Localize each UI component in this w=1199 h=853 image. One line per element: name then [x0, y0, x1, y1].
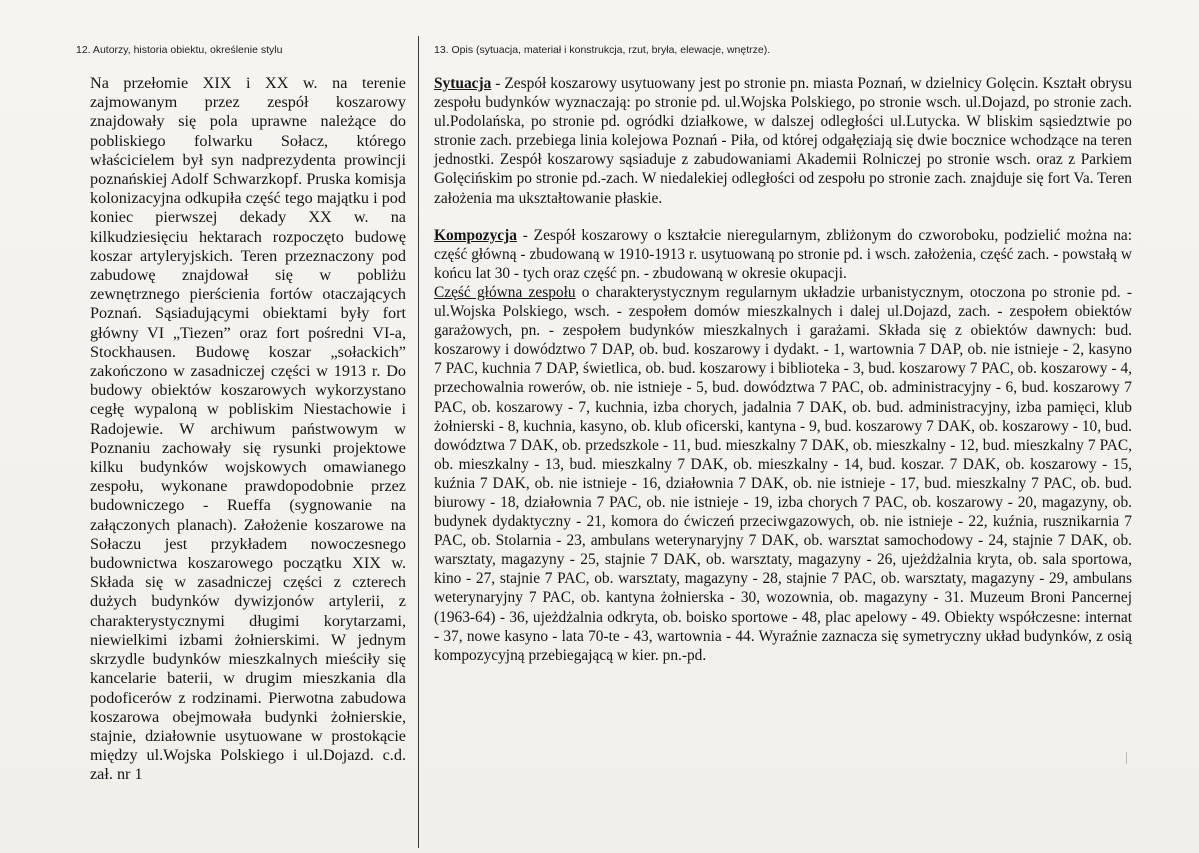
kompozycja-heading: Kompozycja — [434, 226, 517, 244]
description-column — [434, 74, 1132, 665]
czesc-glowna-paragraph — [434, 283, 1132, 665]
sytuacja-text: - Zespół koszarowy usytuowany jest po stronie pn. miasta Poznań, w dzielnicy Golęcin. Kształt obrysu zespołu budynków wyznaczają: po stronie pd. ul.Wojska Polskiego, po stronie wsch. ul.Dojazd, po stronie zach. ul.Podolańska, po stronie pd. ogródki działkowe, w dalszej odległości ul.Lutycka. W bliskim sąsiedztwie po stronie zach. przebiega linia kolejowa Poznań - Piła, od której odgałęziają się dwie bocznice wchodzące na teren jednostki. Zespół koszarowy sąsiaduje z zabudowaniami Akademii Rolniczej po stronie wsch. oraz z Parkiem Golęcińskim po stronie pd.-zach. W niedalekiej odległości od zespołu po stronie zach. znajduje się fort Va. Teren założenia ma ukształtowanie płaskie. — [434, 75, 1132, 207]
history-column — [90, 74, 406, 785]
sytuacja-heading: Sytuacja — [434, 75, 492, 92]
kompozycja-paragraph — [434, 226, 1132, 283]
right-column-header: 13. Opis (sytuacja, materiał i konstrukcja, rzut, bryła, elewacje, wnętrze). — [434, 44, 771, 56]
czesc-glowna-label: Część główna zespołu — [434, 283, 576, 301]
paragraph-gap — [434, 208, 1132, 226]
czesc-glowna-text: o charakterystycznym regularnym układzie urbanistycznym, otoczona po stronie pd. - ul.Wojska Polskiego, wsch. - zespołem domów mieszkalnych i dalej ul.Dojazd, zach. - zespołem obiektów garażowych, pn. - zespołem budynków mieszkalnych i garażami. Składa się z obiektów dawnych: bud. koszarowy i dowództwo 7 DAP, ob. bud. koszarowy i dydakt. - 1, wartownia 7 DAP, ob. nie istnieje - 2, kasyno 7 PAC, kuchnia 7 DAP, świetlica, ob. bud. koszarowy i biblioteka - 3, bud. koszarowy 7 PAC, ob. koszarowy - 4, przechowalnia rowerów, ob. nie istnieje - 5, bud. dowództwa 7 PAC, ob. administracyjny - 6, bud. koszarowy 7 PAC, ob. koszarowy - 7, kuchnia, izba chorych, jadalnia 7 DAK, ob. bud. administracyjny, izba pamięci, klub żołnierski - 8, kuchnia, kasyno, ob. klub oficerski, kantyna - 9, bud. koszarowy 7 DAK, ob. koszarowy - 10, bud. dowództwa 7 DAK, ob. przedszkole - 11, bud. mieszkalny 7 DAK, ob. mieszkalny - 12, bud. mieszkalny 7 PAC, ob. mieszkalny - 13, bud. mieszkalny 7 DAK, ob. mieszkalny - 14, bud. koszar. 7 DAK, ob. koszarowy - 15, kuźnia 7 DAK, ob. nie istnieje - 16, działownia 7 DAK, ob. nie istnieje - 17, bud. mieszkalny 7 PAC, ob. bud. biurowy - 18, działownia 7 PAC, ob. nie istnieje - 19, izba chorych 7 PAC, ob. koszarowy - 20, magazyny, ob. budynek dydaktyczny - 21, komora do ćwiczeń przeciwgazowych, ob. nie istnieje - 22, kuźnia, rusznikarnia 7 PAC, ob. Stolarnia - 23, ambulans weterynaryjny 7 DAK, ob. warsztat samochodowy - 24, stajnie 7 DAK, ob. warsztaty, magazyny - 25, stajnie 7 DAK, ob. warsztaty, magazyny - 26, ujeżdżalnia kryta, ob. sala sportowa, kino - 27, stajnie 7 PAC, ob. warsztaty, magazyny - 28, stajnie 7 PAC, ob. warsztaty, magazyny - 29, ambulans weterynaryjny 7 PAC, ob. kantyna żołnierska - 30, wozownia, ob. magazyny - 31. Muzeum Broni Pancernej (1963-64) - 36, ujeżdżalnia odkryta, ob. boisko sportowe - 48, plac apelowy - 49. Obiekty współczesne: internat - 37, nowe kasyno - lata 70-te - 43, wartownia - 44. Wyraźnie zaznacza się symetryczny układ budynków, z osią kompozycyjną przebiegającą w kier. pn.-pd. — [434, 283, 1133, 664]
left-column-header: 12. Autorzy, historia obiektu, określenie stylu — [76, 44, 283, 56]
margin-mark — [1126, 752, 1127, 764]
column-divider — [418, 36, 419, 848]
kompozycja-text: - Zespół koszarowy o kształcie nieregularnym, zbliżonym do czworoboku, podzielić można na: część główną - zbudowaną w 1910-1913 r. usytuowaną po stronie pd. i wsch. założenia, część zach. - powstałą w końcu lat 30 - tych oraz część pn. - zbudowaną w okresie okupacji. — [434, 226, 1132, 282]
sytuacja-paragraph — [434, 74, 1132, 208]
history-text: Na przełomie XIX i XX w. na terenie zajmowanym przez zespół koszarowy znajdowały się pola uprawne należące do pobliskiego folwarku Sołacz, którego właścicielem był syn nadprezydenta prowincji poznańskiej Adolf Schwarzkopf. Pruska komisja kolonizacyjna odkupiła część tego majątku i pod koniec pierwszej dekady XX w. na kilkudziesięciu hektarach rozpoczęto budowę koszar artyleryjskich. Teren przeznaczony pod zabudowę znajdował się w pobliżu zewnętrznego pierścienia fortów otaczających Poznań. Sąsiadującymi obiektami były fort główny VI „Tiezen” oraz fort pośredni VI-a, Stockhausen. Budowę koszar „sołackich” zakończono w zasadniczej części w 1913 r. Do budowy obiektów koszarowych wykorzystano cegłę wypaloną w pobliskim Niestachowie i Radojewie. W archiwum państwowym w Poznaniu zachowały się rysunki projektowe kilku budynków wojskowych omawianego zespołu, wykonane prawdopodobnie przez budowniczego - Rueffa (sygnowanie na załączonych planach). Założenie koszarowe na Sołaczu jest przykładem nowoczesnego budownictwa koszarowego początku XIX w. Składa się w zasadniczej części z czterech dużych budynków dywizjonów artylerii, z charakterystycznymi długimi korytarzami, niewielkimi izbami żołnierskimi. W jednym skrzydle budynków mieszkalnych mieściły się kancelarie baterii, w drugim mieszkania dla podoficerów z rodzinami. Pierwotna zabudowa koszarowa obejmowała budynki żołnierskie, stajnie, działownie usytuowane w prostokącie między ul.Wojska Polskiego i ul.Dojazd. c.d. zał. nr 1 — [90, 74, 406, 784]
